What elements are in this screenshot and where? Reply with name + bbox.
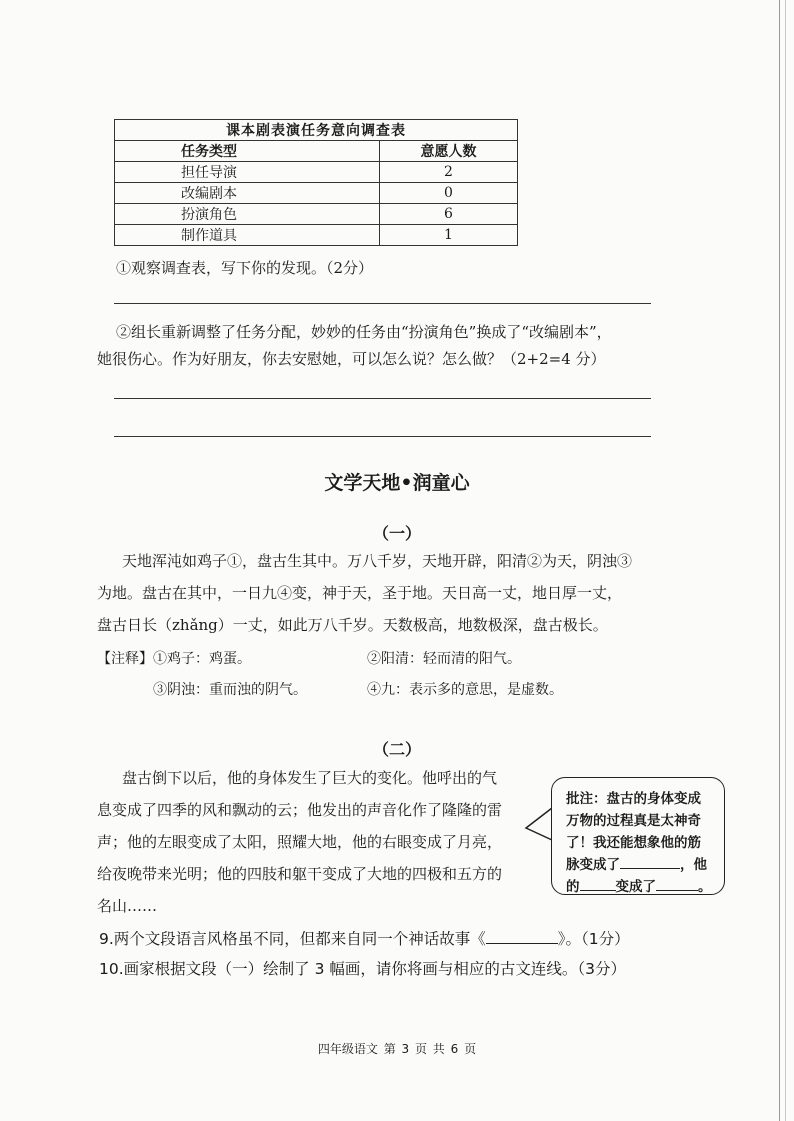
page-footer: 四年级语文 第 3 页 共 6 页	[317, 1042, 477, 1056]
survey-cell-count: 2	[380, 162, 518, 183]
bubble-line1: 批注：盘古的身体变成	[566, 791, 701, 807]
question-8-2-line2: 她很伤心。作为好朋友，你去安慰她，可以怎么说？怎么做？（2+2=4 分）	[97, 350, 606, 368]
survey-cell-task: 扮演角色	[115, 204, 380, 225]
section-title: 文学天地•润童心	[324, 472, 470, 494]
part1-line2: 为地。盘古在其中，一日九④变，神于天，圣于地。天日高一丈，地日厚一丈，	[97, 584, 623, 602]
survey-cell-task: 改编剧本	[115, 183, 380, 204]
note-4: ④九：表示多的意思，是虚数。	[367, 682, 563, 698]
answer-blank[interactable]	[656, 876, 698, 891]
answer-blank[interactable]	[580, 876, 616, 891]
speech-bubble-tail-icon	[524, 806, 554, 846]
question-10: 10.画家根据文段（一）绘制了 3 幅画，请你将画与相应的古文连线。（3分）	[99, 960, 626, 978]
part2-line3: 声；他的左眼变成了太阳，照耀大地，他的右眼变成了月亮，	[97, 833, 503, 851]
bubble-line5-start: 的	[566, 879, 580, 895]
question-9-start: 9.两个文段语言风格虽不同，但都来自同一个神话故事《	[99, 930, 486, 948]
bubble-line5-mid: 变成了	[615, 879, 656, 895]
answer-blank[interactable]	[620, 854, 680, 869]
part1-line3: 盘古日长（zhǎng）一丈，如此万八千岁。天数极高，地数极深，盘古极长。	[97, 616, 608, 634]
survey-cell-task: 制作道具	[115, 225, 380, 246]
answer-line[interactable]	[114, 436, 651, 437]
part2-line1: 盘古倒下以后，他的身体发生了巨大的变化。他呼出的气	[122, 769, 498, 787]
table-row	[115, 204, 518, 225]
bubble-line4	[566, 854, 716, 876]
survey-table	[114, 119, 518, 246]
table-row	[115, 225, 518, 246]
part2-line5: 名山……	[97, 897, 158, 915]
part1-label: （一）	[372, 524, 421, 543]
question-9-end: 》。（1分）	[557, 930, 630, 948]
part2-label: （二）	[372, 740, 421, 759]
bubble-line4-end: ，他	[680, 857, 707, 873]
part2-line2: 息变成了四季的风和飘动的云；他发出的声音化作了隆隆的雷	[97, 801, 503, 819]
survey-cell-count: 1	[380, 225, 518, 246]
page-edge-line-2	[785, 0, 786, 1121]
bubble-line5	[566, 876, 716, 898]
question-8-1: ①观察调查表，写下你的发现。（2分）	[116, 259, 374, 277]
survey-header-count: 意愿人数	[380, 141, 518, 162]
survey-cell-count: 6	[380, 204, 518, 225]
answer-line[interactable]	[114, 398, 651, 399]
survey-table-title: 课本剧表演任务意向调查表	[115, 120, 518, 141]
bubble-line2: 万物的过程真是太神奇	[566, 813, 701, 829]
survey-cell-count: 0	[380, 183, 518, 204]
page-edge-line	[779, 0, 780, 1121]
note-2: ②阳清：轻而清的阳气。	[367, 651, 521, 667]
table-row	[115, 162, 518, 183]
answer-blank[interactable]	[486, 929, 558, 944]
note-label: 【注释】	[97, 651, 153, 667]
note-1: ①鸡子：鸡蛋。	[153, 651, 251, 667]
part2-line4: 给夜晚带来光明；他的四肢和躯干变成了大地的四极和五方的	[97, 865, 503, 883]
bubble-line3: 了！我还能想象他的筋	[566, 835, 701, 851]
question-8-2-line1: ②组长重新调整了任务分配，妙妙的任务由“扮演角色”换成了“改编剧本”，	[116, 323, 612, 341]
bubble-line5-end: 。	[698, 879, 712, 895]
answer-line[interactable]	[114, 303, 651, 304]
survey-header-task: 任务类型	[115, 141, 380, 162]
question-9	[99, 927, 630, 949]
part1-line1: 天地浑沌如鸡子①，盘古生其中。万八千岁，天地开辟，阳清②为天，阴浊③	[122, 552, 633, 570]
annotation-bubble	[551, 777, 725, 895]
bubble-line4-start: 脉变成了	[566, 857, 620, 873]
note-3: ③阴浊：重而浊的阴气。	[153, 682, 307, 698]
survey-cell-task: 担任导演	[115, 162, 380, 183]
table-row	[115, 183, 518, 204]
